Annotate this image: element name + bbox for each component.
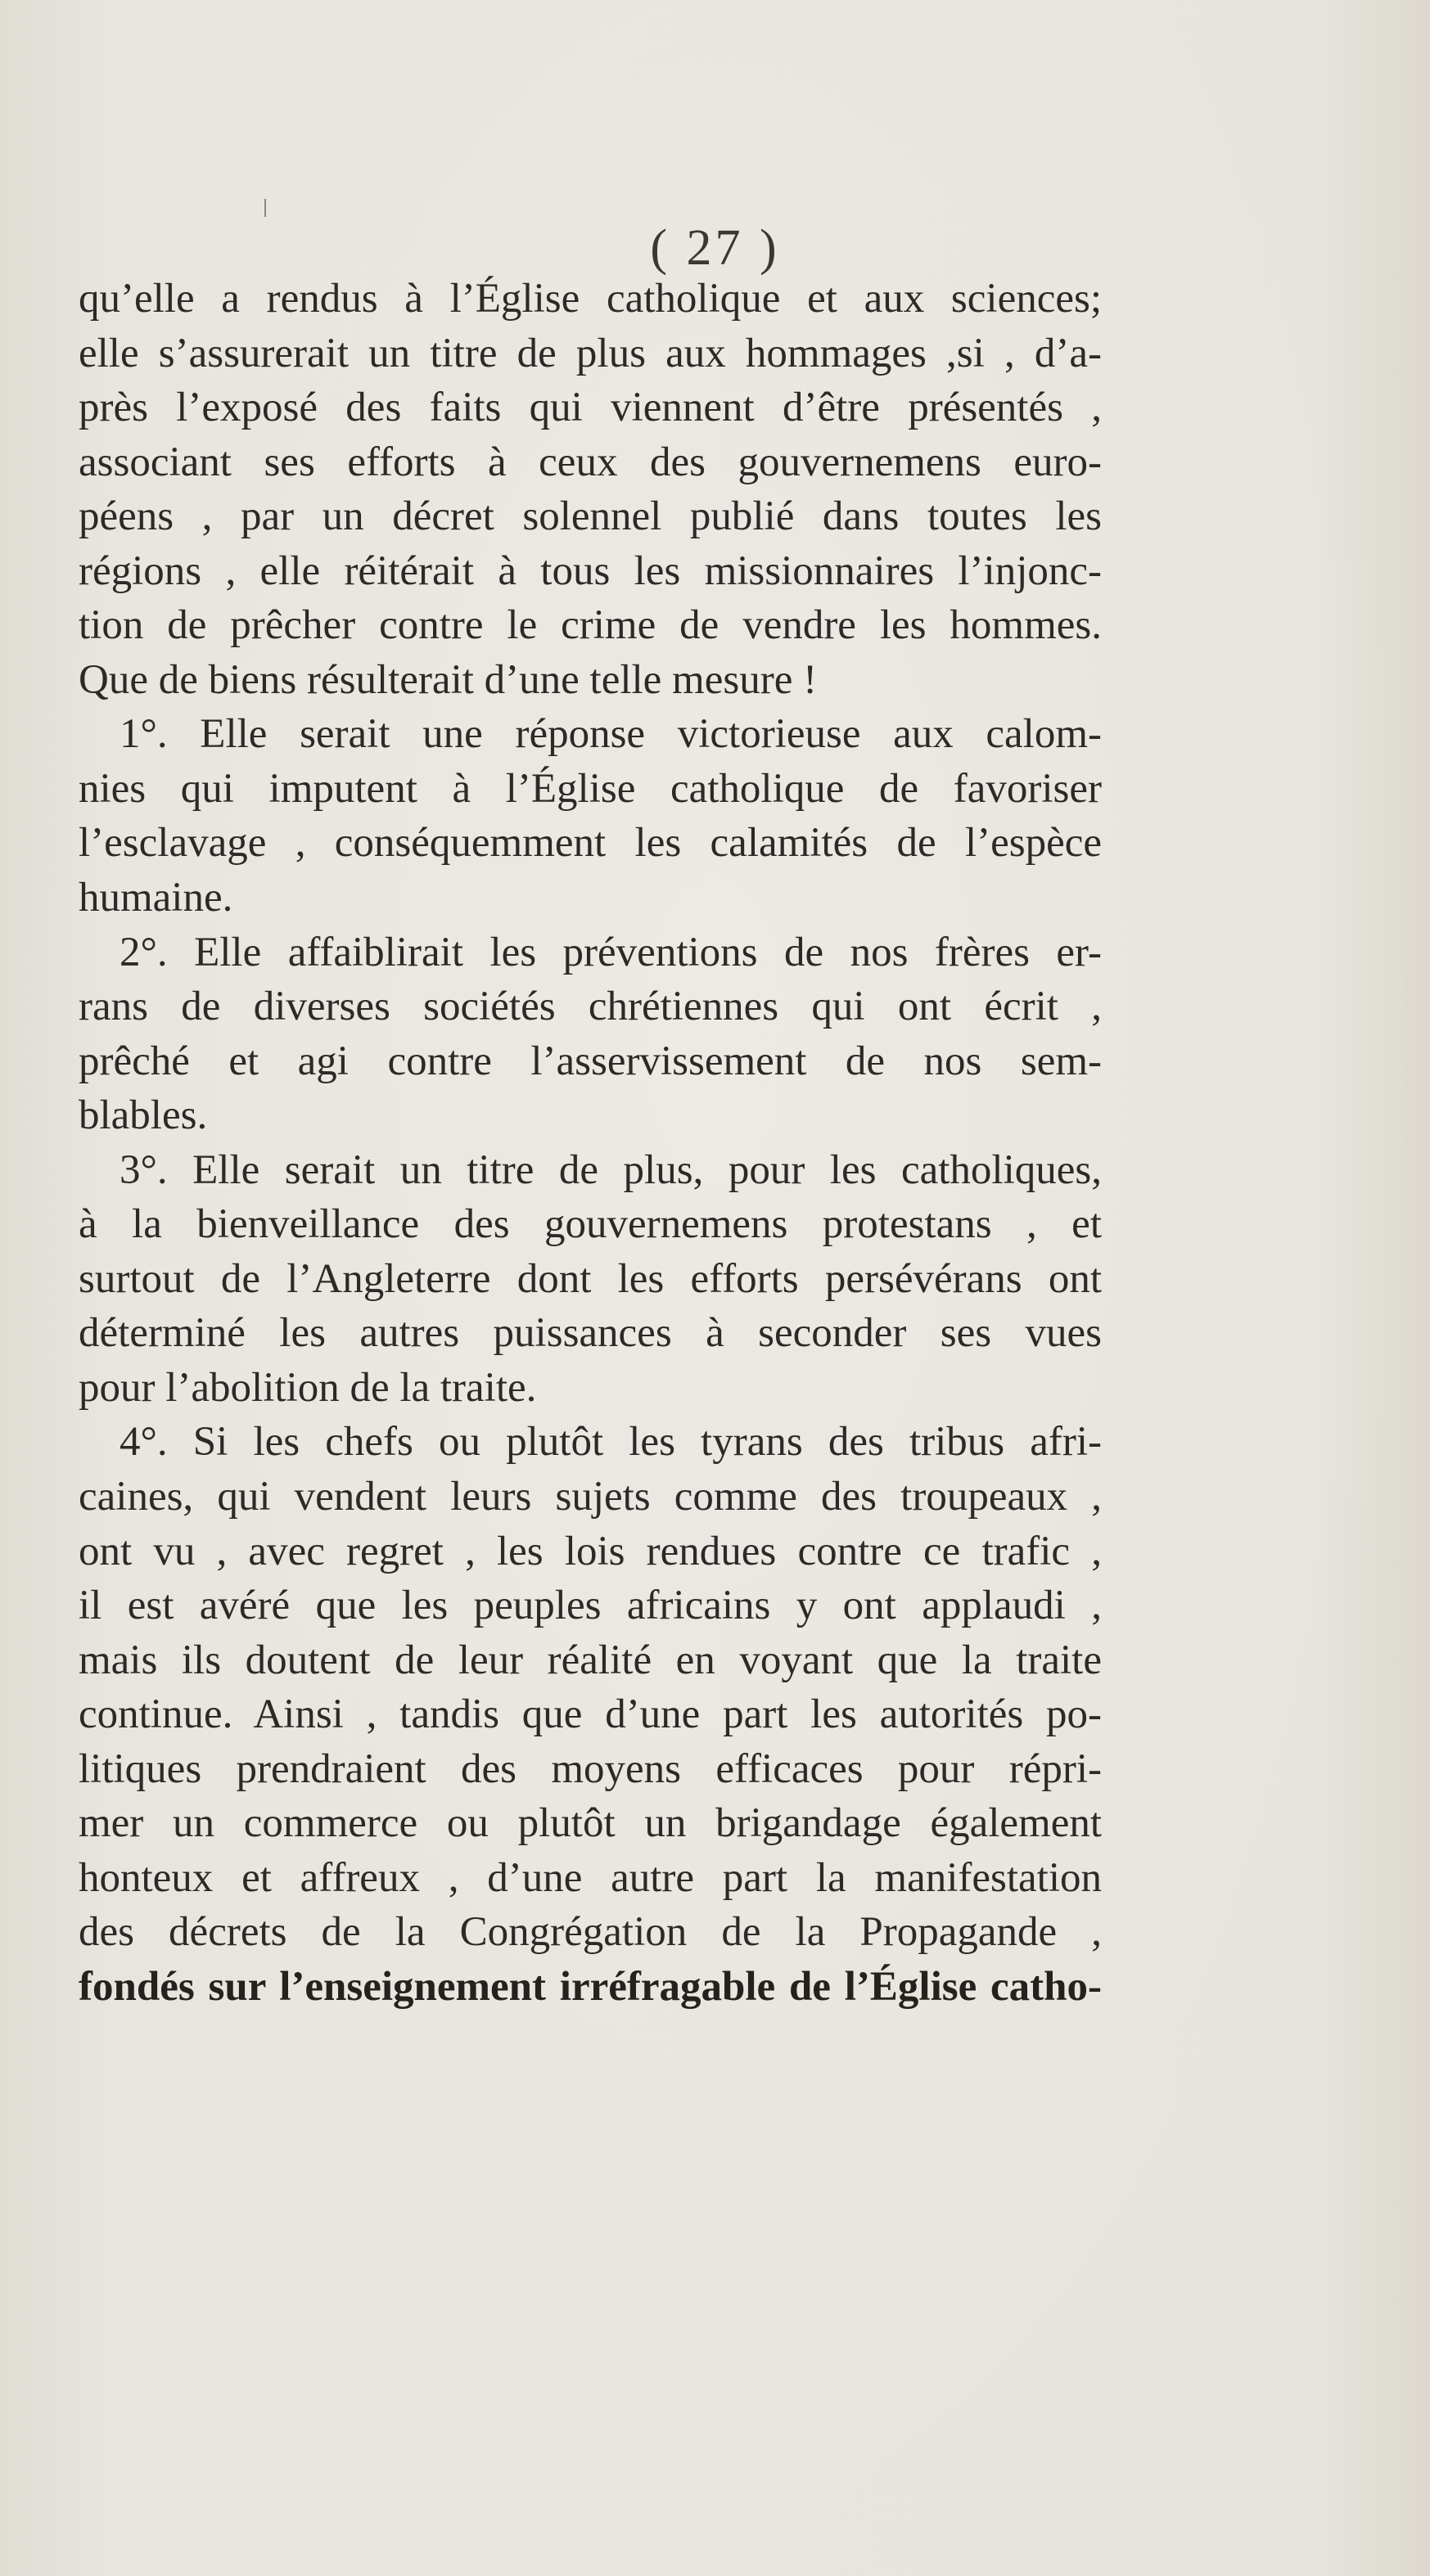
text-line: mais ils doutent de leur réalité en voyant que la traite [79, 1637, 1102, 1683]
text-line: continue. Ainsi , tandis que d’une part les autorités po- [79, 1691, 1102, 1738]
text-line: près l’exposé des faits qui viennent d’être présentés , [79, 385, 1102, 431]
text-line: elle s’assurerait un titre de plus aux hommages ,si , d’a- [79, 330, 1102, 376]
text-line: litiques prendraient des moyens efficaces pour répri- [79, 1745, 1102, 1792]
text-line: à la bienveillance des gouvernemens protestans , et [79, 1201, 1102, 1248]
text-line: ont vu , avec regret , les lois rendues contre ce trafic , [79, 1528, 1102, 1574]
text-line: associant ses efforts à ceux des gouvernemens euro- [79, 439, 1102, 485]
text-line: régions , elle réitérait à tous les missionnaires l’injonc- [79, 547, 1102, 594]
text-line: mer un commerce ou plutôt un brigandage également [79, 1800, 1102, 1847]
text-line: caines, qui vendent leurs sujets comme des troupeaux , [79, 1474, 1102, 1520]
text-line: tion de prêcher contre le crime de vendre les hommes. [79, 602, 1102, 649]
margin-mark [264, 199, 266, 217]
text-line: surtout de l’Angleterre dont les efforts persévérans ont [79, 1255, 1102, 1302]
text-line: pour l’abolition de la traite. [79, 1364, 537, 1411]
text-line: 4°. Si les chefs ou plutôt les tyrans des tribus afri- [120, 1419, 1102, 1466]
text-line: Que de biens résulterait d’une telle mesure ! [79, 656, 818, 703]
text-line: blables. [79, 1092, 208, 1139]
text-line: fondés sur l’enseignement irréfragable de l’Église catho- [79, 1963, 1102, 2010]
text-line: humaine. [79, 875, 233, 921]
text-line: il est avéré que les peuples africains y ont applaudi , [79, 1583, 1102, 1629]
text-line: prêché et agi contre l’asservissement de nos sem- [79, 1038, 1102, 1084]
text-line: 1°. Elle serait une réponse victorieuse aux calom- [120, 711, 1102, 758]
text-line: rans de diverses sociétés chrétiennes qui ont écrit , [79, 984, 1102, 1030]
body-text [79, 272, 1102, 2015]
text-line: déterminé les autres puissances à seconder ses vues [79, 1310, 1102, 1357]
text-line: des décrets de la Congrégation de la Propagande , [79, 1909, 1102, 1956]
text-line: 3°. Elle serait un titre de plus, pour les catholiques, [120, 1146, 1102, 1193]
text-line: l’esclavage , conséquemment les calamités de l’espèce [79, 820, 1102, 867]
text-line: péens , par un décret solennel publié dans toutes les [79, 493, 1102, 540]
text-line: qu’elle a rendus à l’Église catholique et aux sciences; [79, 276, 1102, 322]
text-line: honteux et affreux , d’une autre part la manifestation [79, 1854, 1102, 1901]
text-line: nies qui imputent à l’Église catholique de favoriser [79, 765, 1102, 812]
text-line: 2°. Elle affaiblirait les préventions de nos frères er- [120, 929, 1102, 975]
page-number: ( 27 ) [650, 220, 780, 276]
